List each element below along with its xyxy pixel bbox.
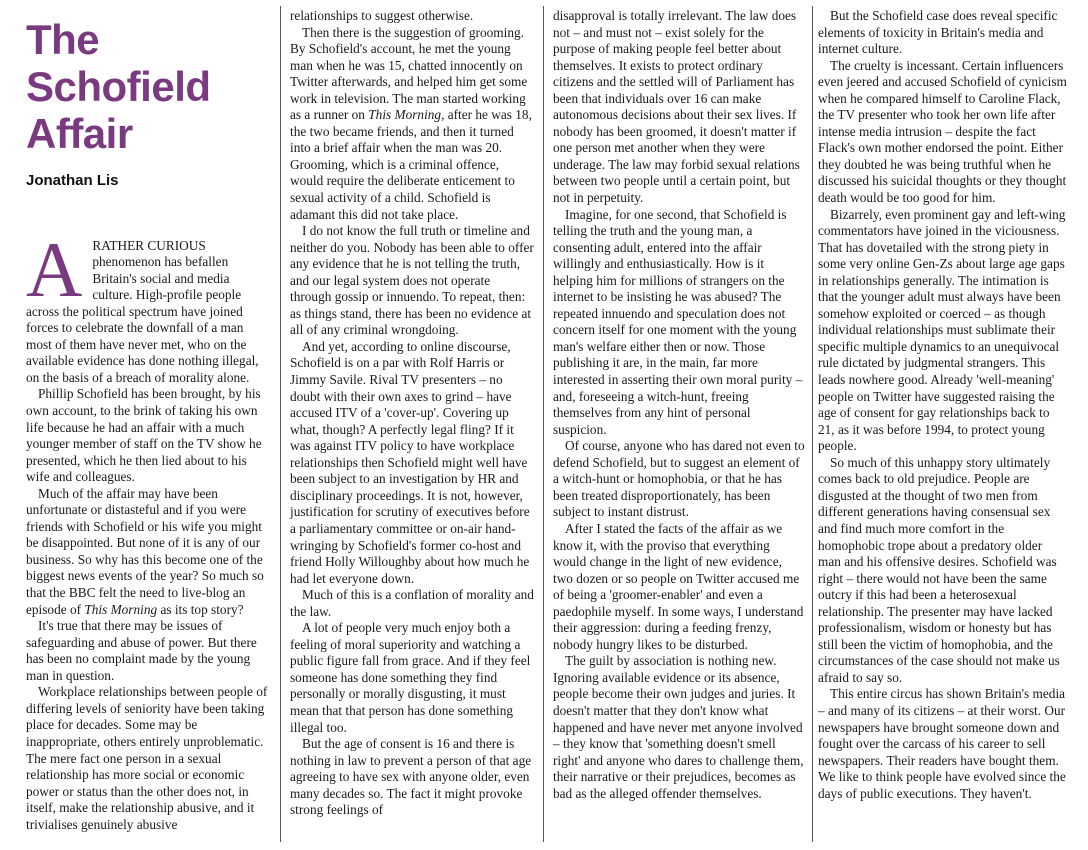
paragraph: relationships to suggest otherwise. — [290, 8, 474, 23]
paragraph: The guilt by association is nothing new. Ignoring available evidence or its absence, people become their own judges and juries. It doesn't matter that they don't know what happened and have never met anyone involved – they know that 'something doesn't smell right' and anyone who dares to challenge them, their narrative or their prejudices, becomes as bad as the alleged offender themselves. — [553, 653, 804, 801]
paragraph: So much of this unhappy story ultimately comes back to old prejudice. People are disgusted at the thought of two men from different generations having consensual sex and find much more comfort in the homophobic trope about a predatory older man and his offensive desires. Schofield was right – there would not have been the same outcry if this had been a heterosexual relationship. The presenter may have lacked professionalism, wisdom or honesty but has still been the victim of homophobia, and the circumstances of the case should not make us afraid to say so. — [818, 454, 1060, 685]
column-1 — [26, 8, 270, 833]
paragraph-text: , after he was 18, the two became friends, and then it turned into a brief affair when the man was 20. Grooming, which is a criminal offence, would require the deliberate enticement to sexual activity of a child. Schofield is adamant this did not take place. — [290, 107, 532, 222]
column-2 — [290, 8, 534, 819]
paragraph: But the age of consent is 16 and there is nothing in law to prevent a person of that age agreeing to have sex with anyone older, even many decades so. The fact it might provoke strong feelings of — [290, 736, 532, 818]
paragraph: And yet, according to online discourse, Schofield is on a par with Rolf Harris or Jimmy Savile. Rival TV presenters – no doubt with their own axes to grind – have accused ITV of a 'cover-up'. Covering up what, though? A perfectly legal fling? If it was against ITV policy to have workplace relationships then Schofield might well have been subject to an investigation by HR and disciplinary proceedings. It is not, however, justification for scrutiny of executives before a parliamentary committee or on-air hand-wringing by Schofield's former co-host and friend Holly Willoughby about how much he had let everyone down. — [290, 338, 530, 586]
paragraph: disapproval is totally irrelevant. The law does not – and must not – exist solely for the purpose of making people feel better about themselves. It exists to protect ordinary citizens and the settled will of Parliament has been that individuals over 16 can make autonomous decisions about their sex lives. If nobody has been groomed, it doesn't matter if one person met another when they were underage. The law may forbid sexual relations between two people until a certain point, but not in perpetuity. — [553, 8, 800, 206]
paragraph: Workplace relationships between people of differing levels of seniority have been taking place for decades. Some may be inappropriate, others entirely unproblematic. The mere fact one person in a sexual relationship has more social or economic power or status than the other does not, in itself, make the relationship abusive, and it trivialises genuinely abusive — [26, 684, 268, 832]
show-title: This Morning — [368, 107, 442, 123]
byline: Jonathan Lis — [26, 172, 119, 189]
paragraph: A lot of people very much enjoy both a feeling of moral superiority and watching a public figure fall from grace. And if they feel someone has done something they find personally or morally disgusting, it must mean that that person has done something illegal too. — [290, 620, 531, 735]
lead-in: RATHER CURIOUS — [92, 237, 206, 253]
paragraph: I do not know the full truth or timeline and neither do you. Nobody has been able to offer any evidence that he is not telling the truth, and our legal system does not operate through gossip or innuendo. To repeat, then: as things stand, there has been no evidence at all of any criminal wrongdoing. — [290, 223, 534, 338]
title-line: The — [26, 16, 100, 63]
paragraph — [290, 25, 534, 224]
title-line: Schofield — [26, 63, 211, 110]
paragraph: But the Schofield case does reveal specific elements of toxicity in Britain's media and internet culture. — [818, 8, 1058, 57]
article-title — [26, 16, 270, 157]
paragraph: This entire circus has shown Britain's media – and many of its citizens – at their worst. Our newspapers have brought someone down and fought over the carcass of his career to sell newspapers. Their readers have bought them. We like to think people have evolved since the days of public executions. They haven't. — [818, 686, 1066, 801]
paragraph — [26, 225, 270, 387]
column-divider — [812, 6, 813, 842]
paragraph: Bizarrely, even prominent gay and left-wing commentators have joined in the viciousness. That has dovetailed with the strong piety in some very online Gen-Zs about large age gaps in relationships generally. The intimation is that the younger adult must always have been somehow exploited or coerced – as though individual relationships must sublimate their specific multiple dynamics to an unequivocal rule dictated by judgmental strangers. This leads nowhere good. Already 'well-meaning' people on Twitter have suggested raising the age of consent for gay relationships back to 21, as it was before 1994, to protect young people. — [818, 206, 1066, 454]
paragraph: Of course, anyone who has dared not even to defend Schofield, but to suggest an element of a witch-hunt or homophobia, or that he has been treated disproportionately, has been subject to instant distrust. — [553, 438, 805, 520]
paragraph-text: as its top story? — [157, 601, 244, 617]
paragraph: Imagine, for one second, that Schofield is telling the truth and the young man, a consenting adult, entered into the affair willingly and enthusiastically. How is it helping him for millions of strangers on the internet to be insisting he was abused? The repeated innuendo and speculation does not concern itself for one moment with the young man's welfare either then or now. Those publishing it are, in the main, far more interested in asserting their own moral purity – and, foreseeing a witch-hunt, freeing themselves from any hint of personal suspicion. — [553, 206, 803, 437]
column-divider — [543, 6, 544, 842]
paragraph-text: phenomenon has befallen Britain's social and media culture. High-profile people across the political spectrum have joined forces to celebrate the downfall of a man most of them have never met, who on the available evidence has done nothing illegal, on the basis of a breach of morality alone. — [26, 254, 259, 385]
paragraph-text: Much of the affair may have been unfortunate or distasteful and if you were friends with Schofield or his wife you might be disappointed. But none of it is any of our business. So why has this become one of the biggest news events of the year? So much so that the BBC felt the need to live-blog an episode of — [26, 485, 264, 617]
drop-cap: A — [26, 225, 83, 313]
column-divider — [280, 6, 281, 842]
paragraph: Phillip Schofield has been brought, by his own account, to the brink of taking his own life because he had an affair with a much younger member of staff on the TV show he presented, which he then lied about to his wife and colleagues. — [26, 386, 262, 485]
paragraph: After I stated the facts of the affair as we know it, with the proviso that everything would change in the light of new evidence, two dozen or so people on Twitter accused me of being a 'groomer-enabler' and even a paedophile myself. In some ways, I understand their aggression: during a feeding frenzy, nobody hungry likes to be disturbed. — [553, 520, 804, 652]
column-4 — [818, 8, 1068, 802]
paragraph: The cruelty is incessant. Certain influencers even jeered and accused Schofield of cynicism when he compared himself to Caroline Flack, the TV presenter who took her own life after intense media intrusion – despite the fact Flack's own mother endorsed the point. Either they doubted he was being truthful when he discussed his suicidal thoughts or they thought death would be too good for him. — [818, 57, 1067, 206]
title-line: Affair — [26, 110, 133, 157]
paragraph — [26, 486, 270, 618]
paragraph-text: Then there is the suggestion of grooming. By Schofield's account, he met the young man when he was 15, chatted innocently on Twitter afterwards, and helped him get some work in television. The man started working as a runner on — [290, 24, 528, 123]
paragraph: It's true that there may be issues of safeguarding and abuse of power. But there has been no complaint made by the young man in question. — [26, 618, 257, 683]
paragraph: Much of this is a conflation of morality and the law. — [290, 587, 534, 619]
show-title: This Morning — [84, 601, 158, 617]
column-3 — [553, 8, 805, 802]
